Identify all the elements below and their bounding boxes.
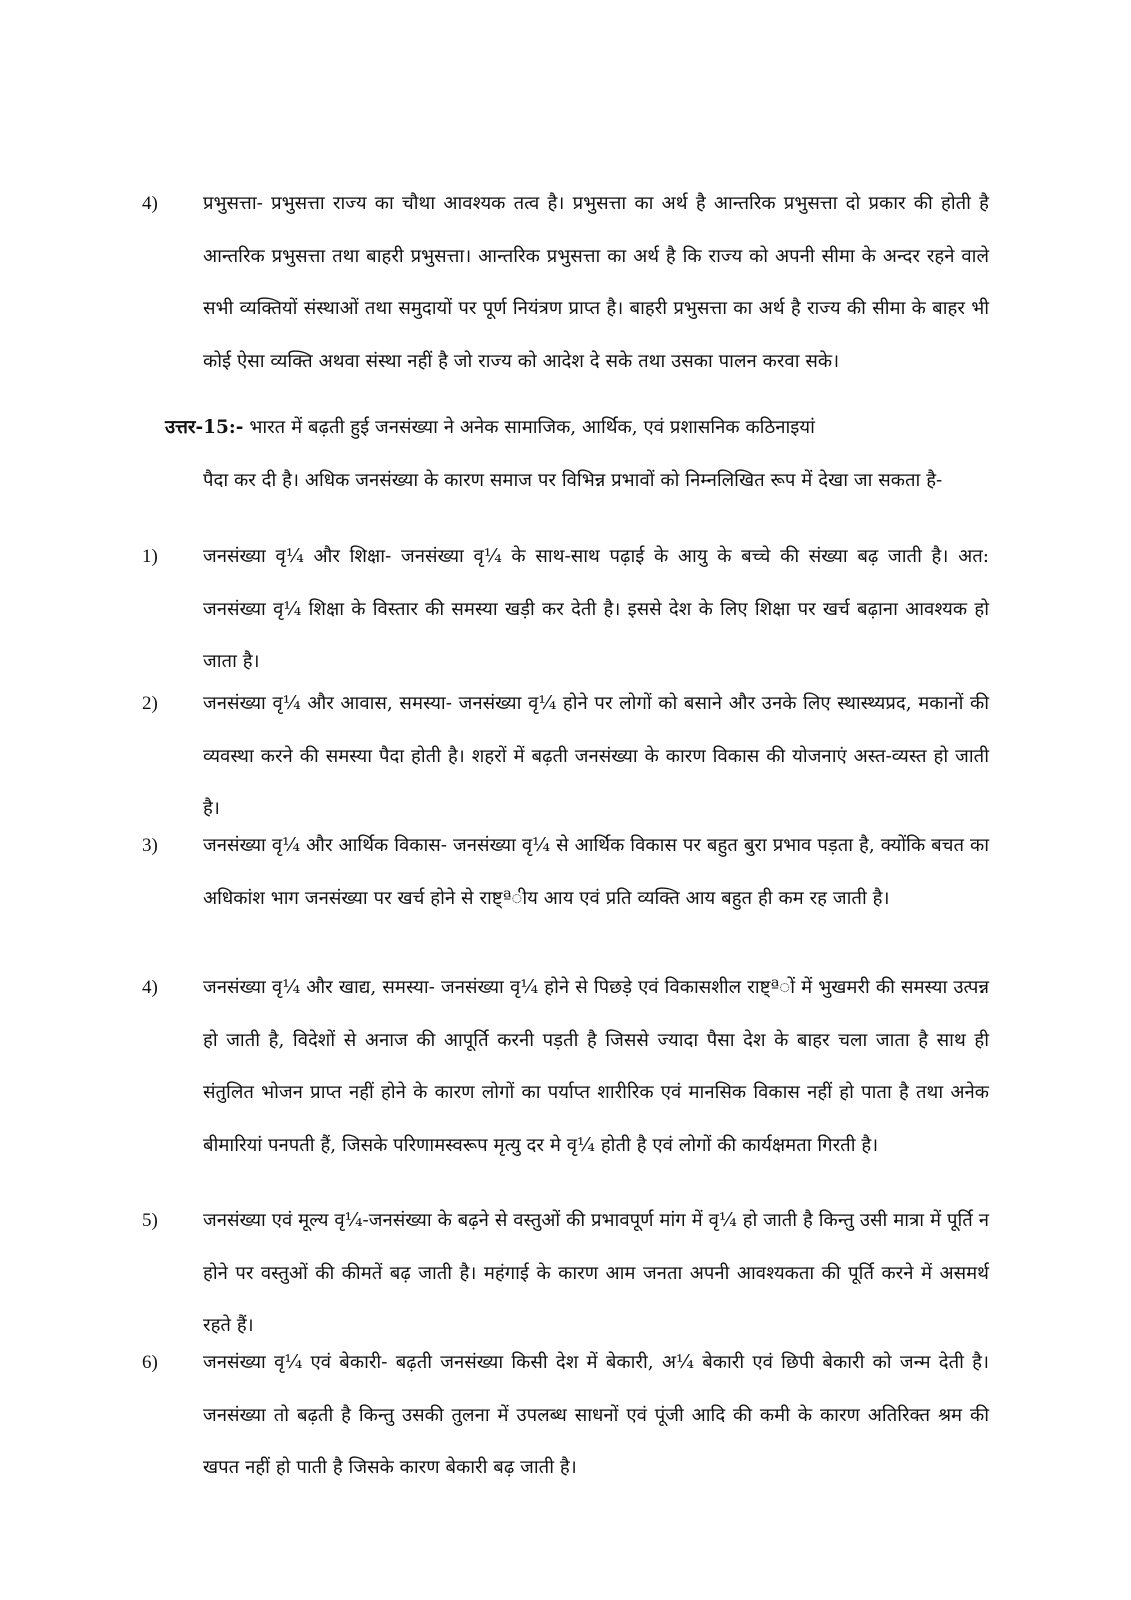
list-item-number: 3)	[142, 835, 158, 856]
answer-first-line	[165, 402, 989, 455]
list-item-text: जनसंख्या वृ¼ और शिक्षा- जनसंख्या वृ¼ के साथ-साथ पढ़ाई के आयु के बच्चे की संख्या बढ़ जाती है। अत: जनसंख्या वृ¼ शिक्षा के विस्तार की समस्या खड़ी कर देती है। इससे देश के लिए शिक्षा पर खर्च बढ़ाना आवश्यक हो जाता है।	[203, 546, 989, 672]
answer-first-text: भारत में बढ़ती हुई जनसंख्या ने अनेक सामाजिक, आर्थिक, एवं प्रशासनिक कठिनाइयां	[249, 417, 815, 438]
list-item-text: जनसंख्या वृ¼ एवं बेकारी- बढ़ती जनसंख्या किसी देश में बेकारी, अ¼ बेकारी एवं छिपी बेकारी को जन्म देती है। जनसंख्या तो बढ़ती है किन्तु उसकी तुलना में उपलब्ध साधनों एवं पूंजी आदि की कमी के कारण अतिरिक्त श्रम की खपत नहीं हो पाती है जिसके कारण बेकारी बढ़ जाती है।	[203, 1352, 989, 1478]
list-item-text: जनसंख्या एवं मूल्य वृ¼-जनसंख्या के बढ़ने से वस्तुओं की प्रभावपूर्ण मांग में वृ¼ हो जाती है किन्तु उसी मात्रा में पूर्ति न होने पर वस्तुओं की कीमतें बढ़ जाती है। महंगाई के कारण आम जनता अपनी आवश्यकता की पूर्ति करने में असमर्थ रहते हैं।	[203, 1210, 989, 1336]
list-item-text: जनसंख्या वृ¼ और आर्थिक विकास- जनसंख्या वृ¼ से आर्थिक विकास पर बहुत बुरा प्रभाव पड़ता है, क्योंकि बचत का अधिकांश भाग जनसंख्या पर खर्च होने से राष्ट्ªीय आय एवं प्रति व्यक्ति आय बहुत ही कम रह जाती है।	[203, 835, 989, 909]
section-number: 4)	[142, 193, 158, 214]
list-item-number: 5)	[142, 1210, 158, 1231]
list-item-number: 2)	[142, 693, 158, 714]
list-item-text: जनसंख्या वृ¼ और खाद्य, समस्या- जनसंख्या वृ¼ होने से पिछड़े एवं विकासशील राष्ट्ªों में भुखमरी की समस्या उत्पन्न हो जाती है, विदेशों से अनाज की आपूर्ति करनी पड़ती है जिससे ज्यादा पैसा देश के बाहर चला जाता है साथ ही संतुलित भोजन प्राप्त नहीं होने के कारण लोगों का पर्याप्त शारीरिक एवं मानसिक विकास नहीं हो पाता है तथा अनेक बीमारियां पनपती हैं, जिसके परिणामस्वरूप मृत्यु दर मे वृ¼ होती है एवं लोगों की कार्यक्षमता गिरती है।	[203, 977, 989, 1156]
list-item-number: 6)	[142, 1352, 158, 1373]
list-item-text: जनसंख्या वृ¼ और आवास, समस्या- जनसंख्या वृ¼ होने पर लोगों को बसाने और उनके लिए स्थास्थ्यप्रद, मकानों की व्यवस्था करने की समस्या पैदा होती है। शहरों में बढ़ती जनसंख्या के कारण विकास की योजनाएं अस्त-व्यस्त हो जाती है।	[203, 693, 989, 819]
list-item-number: 4)	[142, 977, 158, 998]
answer-label: उत्तर-15:-	[165, 417, 244, 438]
section-text: प्रभुसत्ता- प्रभुसत्ता राज्य का चौथा आवश्यक तत्व है। प्रभुसत्ता का अर्थ है आन्तरिक प्रभुसत्ता दो प्रकार की होती है आन्तरिक प्रभुसत्ता तथा बाहरी प्रभुसत्ता। आन्तरिक प्रभुसत्ता का अर्थ है कि राज्य को अपनी सीमा के अन्दर रहने वाले सभी व्यक्तियों संस्थाओं तथा समुदायों पर पूर्ण नियंत्रण प्राप्त है। बाहरी प्रभुसत्ता का अर्थ है राज्य की सीमा के बाहर भी कोई ऐसा व्यक्ति अथवा संस्था नहीं है जो राज्य को आदेश दे सके तथा उसका पालन करवा सके।	[203, 193, 989, 372]
answer-continuation: पैदा कर दी है। अधिक जनसंख्या के कारण समाज पर विभिन्न प्रभावों को निम्नलिखित रूप में देखा जा सकता है-	[203, 469, 943, 491]
list-item-number: 1)	[142, 546, 158, 567]
